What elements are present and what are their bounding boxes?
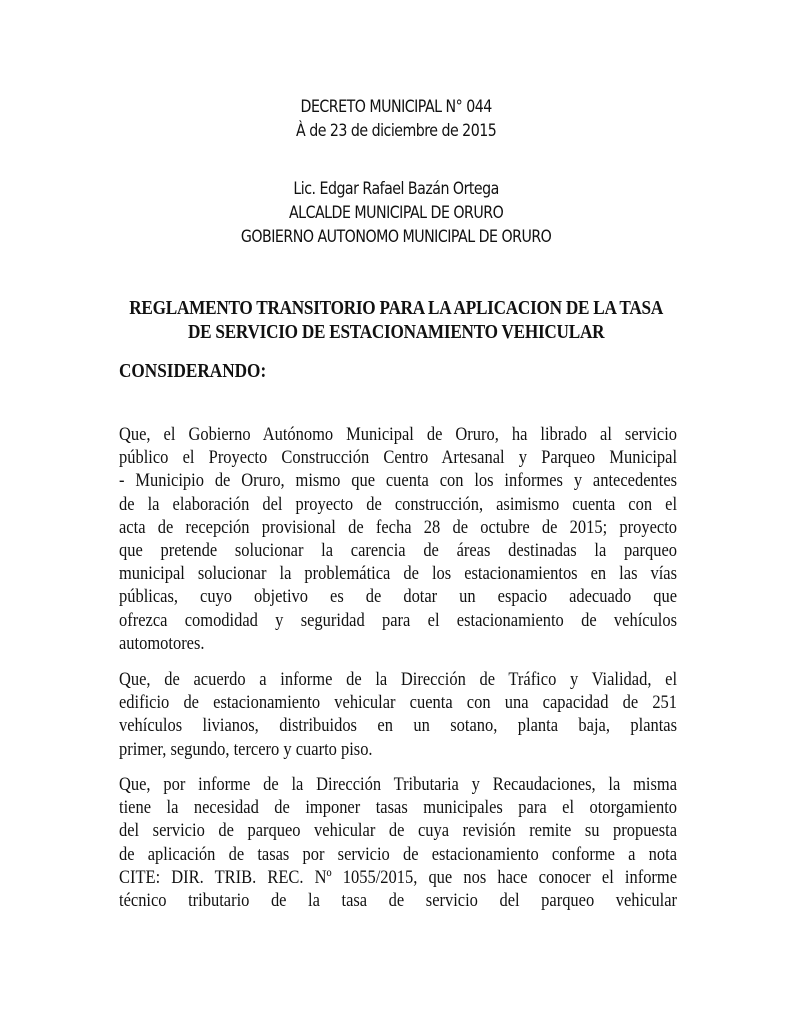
- considerando-heading: CONSIDERANDO:: [119, 360, 267, 382]
- paragraph-line: del servicio de parqueo vehicular de cuya revisión remite su propuesta: [119, 821, 678, 842]
- paragraph-line: CITE: DIR. TRIB. REC. Nº 1055/2015, que nos hace conocer el informe: [119, 867, 678, 888]
- paragraph-line: Que, el Gobierno Autónomo Municipal de Oruro, ha librado al servicio: [119, 425, 678, 445]
- paragraph-line: públicas, cuyo objetivo es de dotar un espacio adecuado que: [119, 587, 678, 608]
- paragraph-line: - Municipio de Oruro, mismo que cuenta con los informes y antecedentes: [119, 471, 678, 492]
- regulation-title: [56, 296, 736, 344]
- paragraph-line: municipal solucionar la problemática de los estacionamientos en las vías: [119, 564, 678, 585]
- paragraph-line: ofrezca comodidad y seguridad para el estacionamiento de vehículos: [119, 610, 678, 631]
- official-name: Lic. Edgar Rafael Bazán Ortega: [293, 179, 499, 198]
- paragraph-line: Que, de acuerdo a informe de la Dirección de Tráfico y Vialidad, el: [119, 670, 678, 690]
- paragraph-line: Que, por informe de la Dirección Tributaria y Recaudaciones, la misma: [119, 775, 678, 795]
- decree-title: DECRETO MUNICIPAL N° 044: [300, 97, 492, 116]
- paragraph-2: [119, 669, 677, 762]
- decree-header: [56, 95, 736, 143]
- paragraph-line: automotores.: [119, 633, 205, 654]
- paragraph-1: [119, 424, 677, 656]
- decree-date: À de 23 de diciembre de 2015: [296, 121, 497, 140]
- paragraph-line: técnico tributario de la tasa de servicio del parqueo vehicular: [119, 890, 678, 911]
- paragraph-3: [119, 774, 677, 913]
- paragraph-line: tiene la necesidad de imponer tasas municipales para el otorgamiento: [119, 798, 678, 819]
- paragraph-line: edificio de estacionamiento vehicular cuenta con una capacidad de 251: [119, 693, 678, 714]
- official-block: [56, 177, 736, 249]
- official-role: ALCALDE MUNICIPAL DE ORURO: [288, 203, 504, 222]
- paragraph-line: que pretende solucionar la carencia de áreas destinadas la parqueo: [119, 540, 678, 561]
- regulation-title-line-2: DE SERVICIO DE ESTACIONAMIENTO VEHICULAR: [187, 321, 605, 343]
- regulation-title-line-1: REGLAMENTO TRANSITORIO PARA LA APLICACION DE LA TASA: [129, 297, 664, 319]
- paragraph-line: primer, segundo, tercero y cuarto piso.: [119, 739, 373, 760]
- paragraph-line: público el Proyecto Construcción Centro Artesanal y Parqueo Municipal: [119, 448, 678, 469]
- government-name: GOBIERNO AUTONOMO MUNICIPAL DE ORURO: [240, 227, 552, 246]
- paragraph-line: acta de recepción provisional de fecha 28 de octubre de 2015; proyecto: [119, 517, 678, 538]
- paragraph-line: de aplicación de tasas por servicio de estacionamiento conforme a nota: [119, 844, 678, 865]
- paragraph-line: vehículos livianos, distribuidos en un sotano, planta baja, plantas: [119, 716, 678, 737]
- paragraph-line: de la elaboración del proyecto de construcción, asimismo cuenta con el: [119, 494, 678, 515]
